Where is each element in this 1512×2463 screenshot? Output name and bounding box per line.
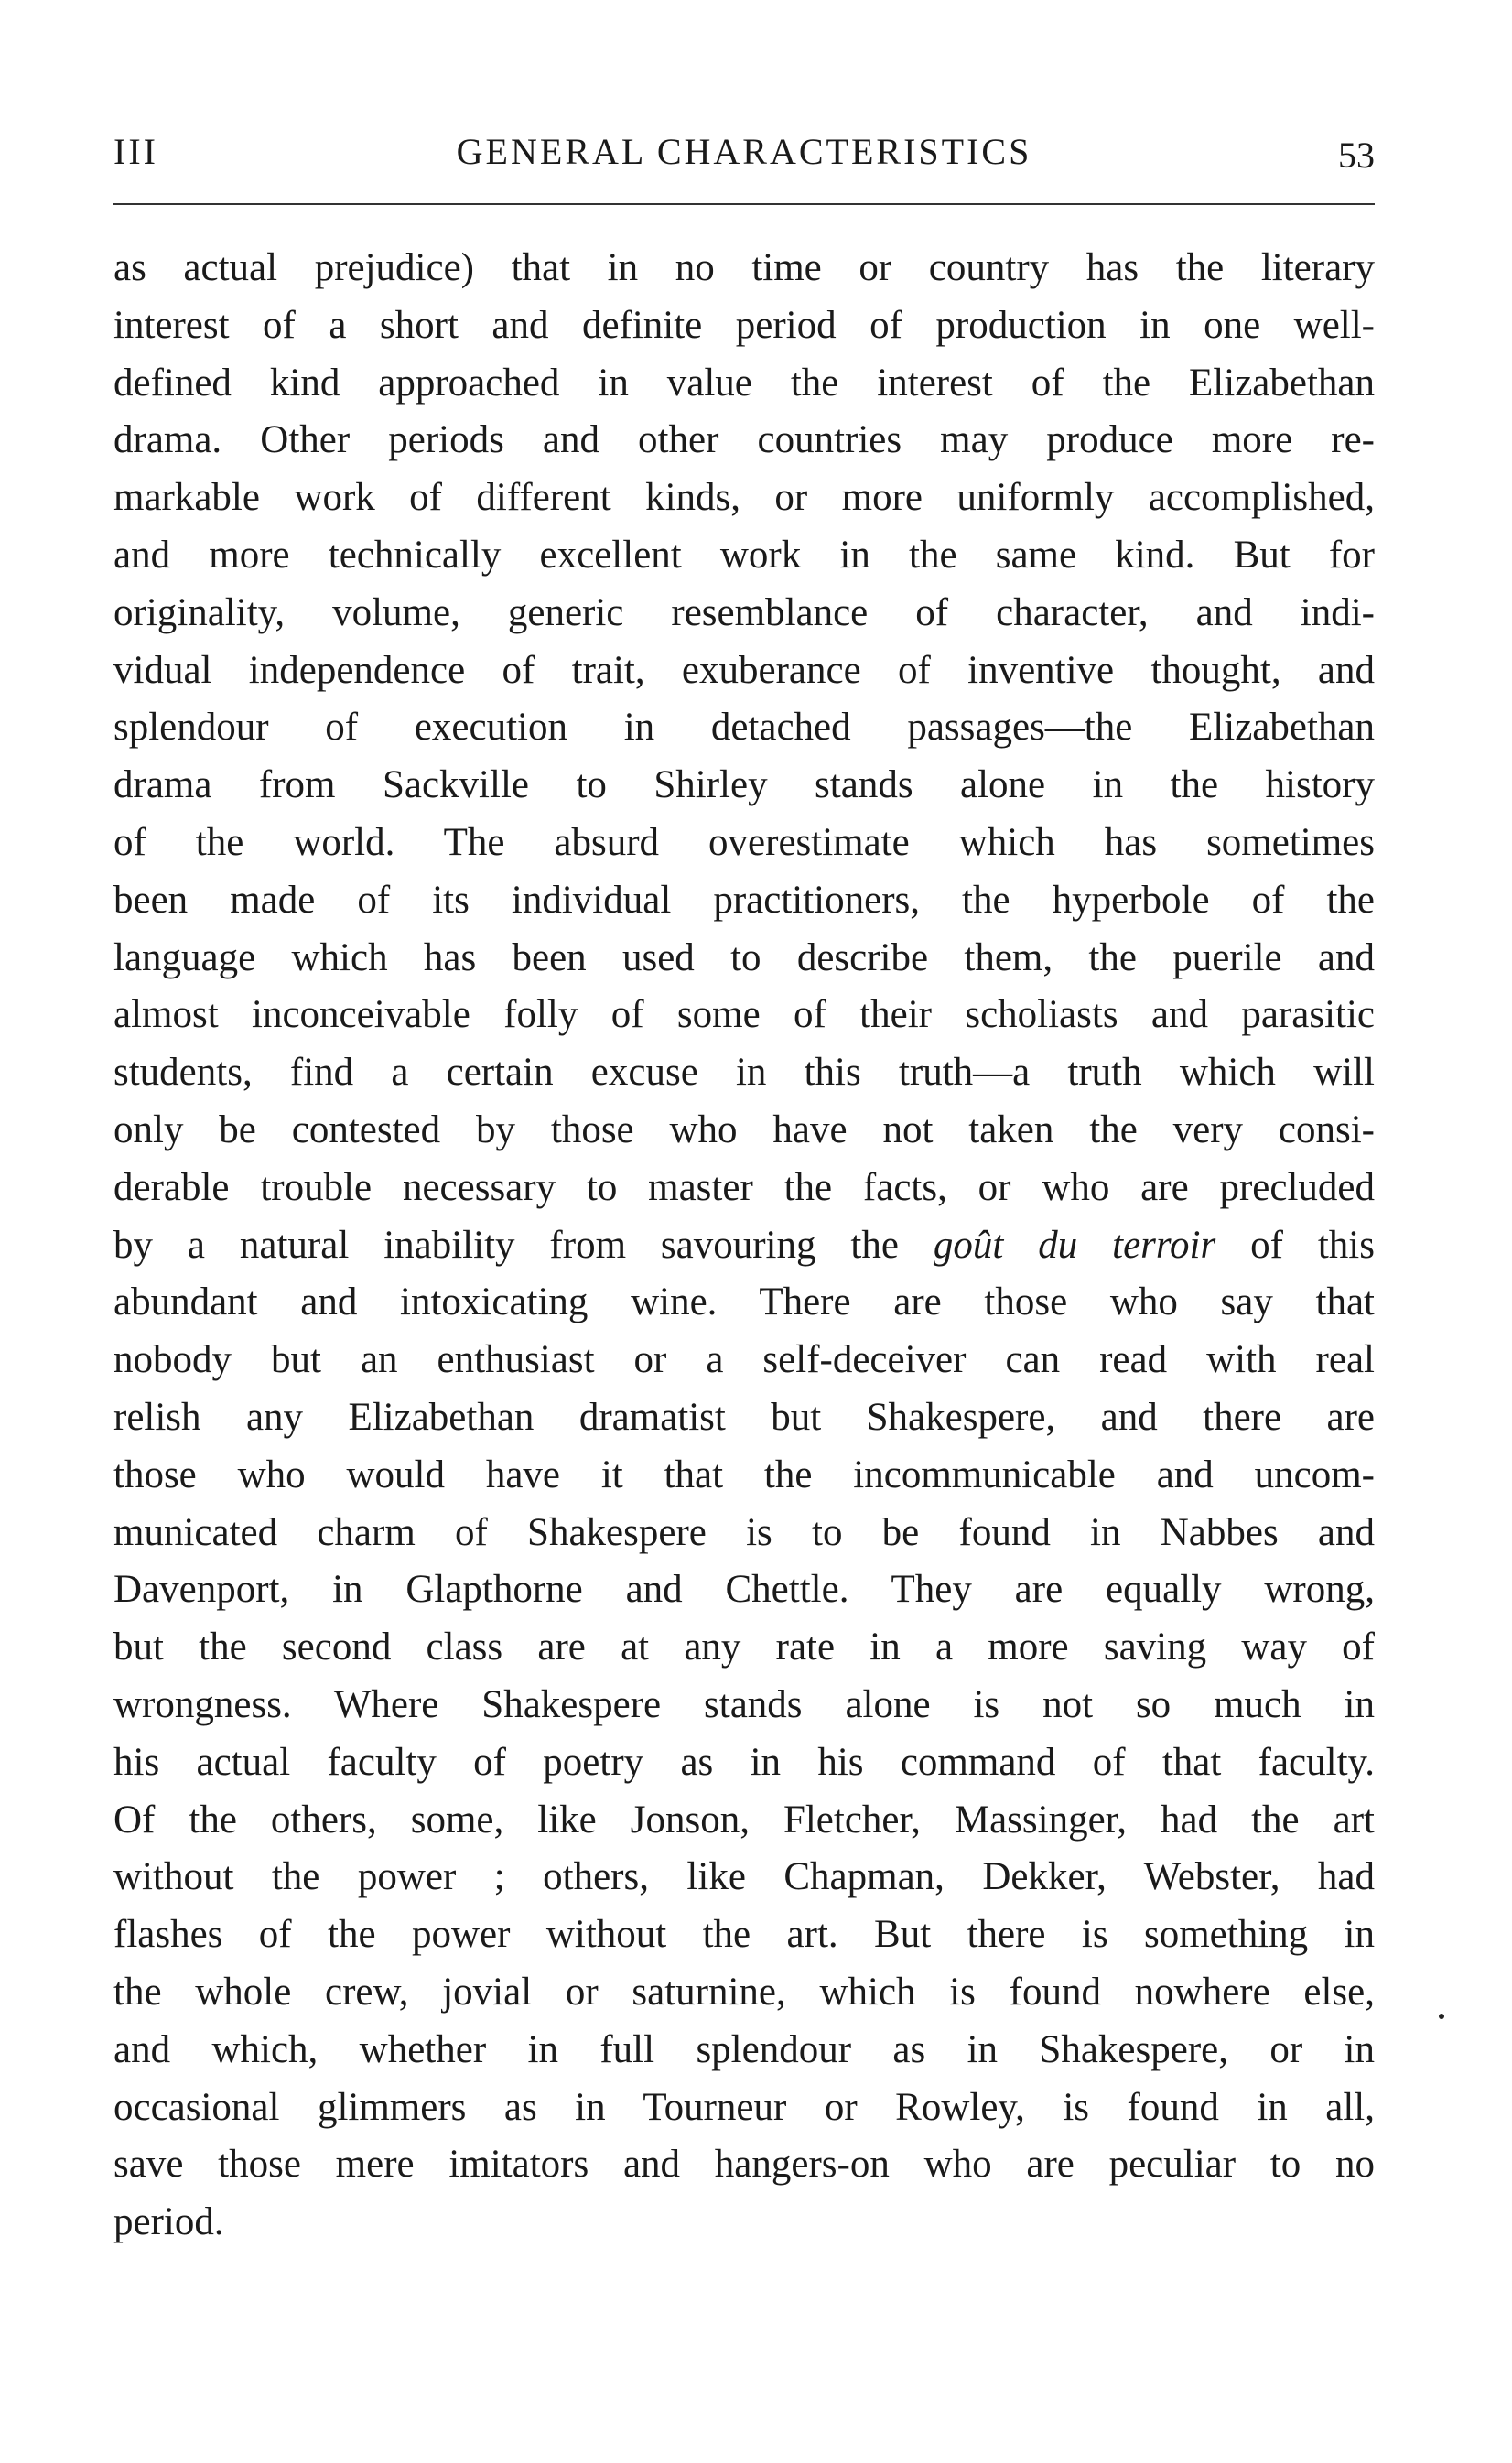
text-line: defined kind approached in value the interest of the Elizabethan: [113, 361, 1375, 405]
text-line: save those mere imitators and hangers-on who are peculiar to no: [113, 2143, 1375, 2187]
text-line: those who would have it that the incommunicable and uncom-: [113, 1453, 1375, 1496]
running-header: [113, 130, 1375, 185]
text-line: almost inconceivable folly of some of their scholiasts and parasitic: [113, 993, 1375, 1037]
text-line: the whole crew, jovial or saturnine, which is found nowhere else,: [113, 1970, 1375, 2014]
text-line: interest of a short and definite period of production in one well-: [113, 303, 1375, 347]
stray-mark: [1439, 2014, 1444, 2019]
text-line: only be contested by those who have not taken the very consi-: [113, 1107, 1375, 1151]
text-line: students, find a certain excuse in this truth—a truth which will: [113, 1051, 1375, 1095]
text-line: period.: [113, 2200, 224, 2244]
text-line: as actual prejudice) that in no time or country has the literary: [113, 246, 1375, 289]
text-line: Davenport, in Glapthorne and Chettle. They are equally wrong,: [113, 1568, 1375, 1612]
text-line: originality, volume, generic resemblance of character, and indi-: [113, 590, 1375, 634]
text-line: of the world. The absurd overestimate which has sometimes: [113, 820, 1375, 864]
running-title: GENERAL CHARACTERISTICS: [456, 131, 1032, 172]
body-text: [113, 240, 1375, 2252]
chapter-number: III: [113, 131, 158, 172]
text-line: wrongness. Where Shakespere stands alone is not so much in: [113, 1682, 1375, 1726]
text-line: his actual faculty of poetry as in his command of that faculty.: [113, 1740, 1375, 1784]
italic-phrase: goût du terroir: [933, 1223, 1216, 1267]
text-line: vidual independence of trait, exuberance of inventive thought, and: [113, 648, 1375, 692]
text-line: without the power ; others, like Chapman, Dekker, Webster, had: [113, 1855, 1375, 1899]
text-line: drama from Sackville to Shirley stands alone in the history: [113, 763, 1375, 807]
text-line: and which, whether in full splendour as in Shakespere, or in: [113, 2027, 1375, 2071]
text-line: relish any Elizabethan dramatist but Shakespere, and there are: [113, 1395, 1375, 1439]
text-line: nobody but an enthusiast or a self-deceiver can read with real: [113, 1338, 1375, 1382]
text-line: flashes of the power without the art. But there is something in: [113, 1913, 1375, 1957]
text-line: and more technically excellent work in the same kind. But for: [113, 533, 1375, 577]
page-number: 53: [1338, 135, 1375, 176]
text-line: by a natural inability from savouring the goût du terroir of this: [113, 1223, 1375, 1267]
text-line: been made of its individual practitioners, the hyperbole of the: [113, 878, 1375, 922]
header-rule: [113, 203, 1375, 205]
text-line: splendour of execution in detached passages—the Elizabethan: [113, 706, 1375, 750]
text-line: language which has been used to describe them, the puerile and: [113, 935, 1375, 979]
text-line: drama. Other periods and other countries may produce more re-: [113, 418, 1375, 462]
text-line: but the second class are at any rate in a more saving way of: [113, 1626, 1375, 1669]
text-line: occasional glimmers as in Tourneur or Rowley, is found in all,: [113, 2085, 1375, 2129]
text-line: markable work of different kinds, or more uniformly accomplished,: [113, 476, 1375, 520]
text-line: municated charm of Shakespere is to be found in Nabbes and: [113, 1510, 1375, 1554]
text-line: Of the others, some, like Jonson, Fletcher, Massinger, had the art: [113, 1798, 1375, 1842]
text-line: derable trouble necessary to master the facts, or who are precluded: [113, 1165, 1375, 1209]
text-line: abundant and intoxicating wine. There are those who say that: [113, 1280, 1375, 1324]
